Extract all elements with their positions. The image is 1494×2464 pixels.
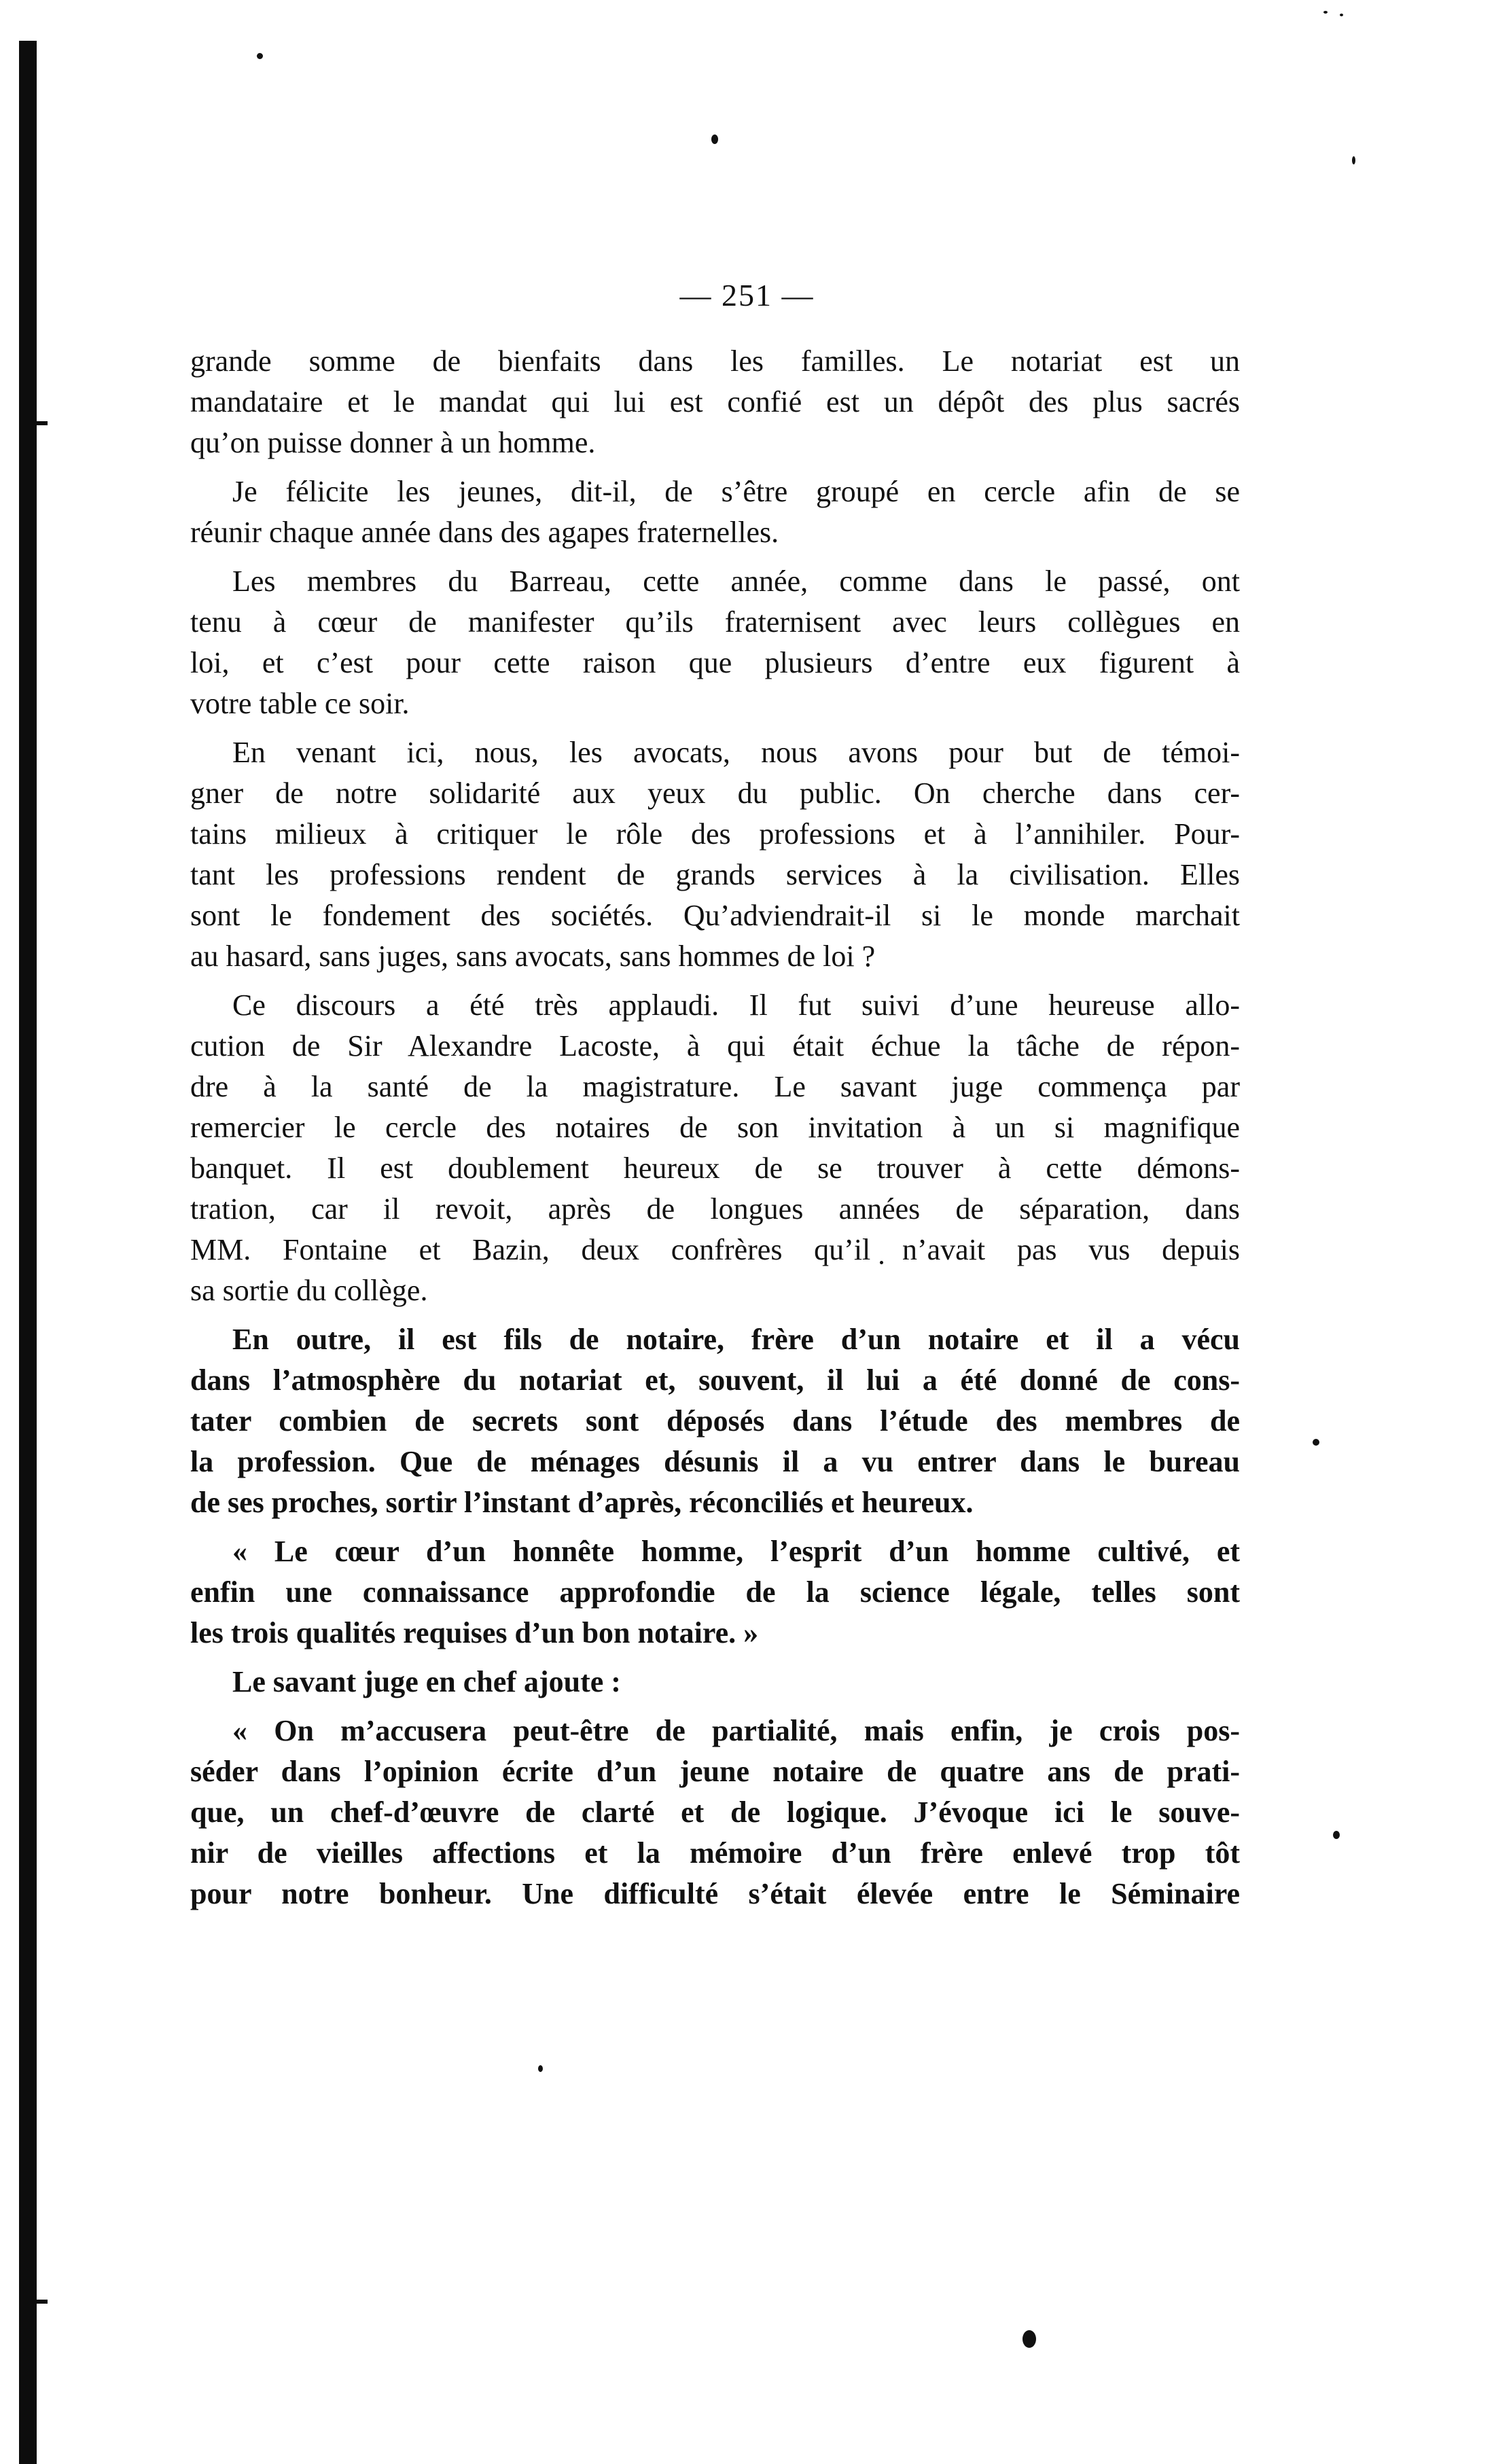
binding-mark: [33, 2300, 48, 2304]
text-line: cution de Sir Alexandre Lacoste, à qui était échue la tâche de répon-: [190, 1029, 1240, 1063]
text-line: la profession. Que de ménages désunis il a vu entrer dans le bureau: [190, 1445, 1240, 1478]
text-line: « Le cœur d’un honnête homme, l’esprit d’un homme cultivé, et: [232, 1535, 1240, 1568]
text-line: En outre, il est fils de notaire, frère d’un notaire et il a vécu: [232, 1323, 1240, 1356]
text-line: réunir chaque année dans des agapes fraternelles.: [190, 516, 779, 549]
text-line: sont le fondement des sociétés. Qu’adviendrait-il si le monde marchait: [190, 899, 1240, 932]
text-line: gner de notre solidarité aux yeux du public. On cherche dans cer-: [190, 776, 1240, 810]
text-line: MM. Fontaine et Bazin, deux confrères qu’il n’avait pas vus depuis: [190, 1233, 1240, 1266]
scan-speck: [1340, 14, 1343, 16]
scan-speck: [1022, 2330, 1036, 2348]
text-line: tains milieux à critiquer le rôle des professions et à l’annihiler. Pour-: [190, 817, 1240, 851]
text-line: Ce discours a été très applaudi. Il fut suivi d’une heureuse allo-: [232, 988, 1240, 1022]
text-line: au hasard, sans juges, sans avocats, sans hommes de loi ?: [190, 940, 876, 973]
scan-speck: [711, 135, 718, 144]
text-line: Je félicite les jeunes, dit-il, de s’être groupé en cercle afin de se: [232, 475, 1240, 508]
text-line: tant les professions rendent de grands services à la civilisation. Elles: [190, 858, 1240, 891]
scan-speck: [1323, 11, 1328, 14]
binding-edge: [19, 41, 37, 2464]
text-line: tater combien de secrets sont déposés dans l’étude des membres de: [190, 1404, 1240, 1438]
text-line: Les membres du Barreau, cette année, comme dans le passé, ont: [232, 565, 1240, 598]
body-text: [190, 341, 1240, 1914]
text-line: mandataire et le mandat qui lui est confié est un dépôt des plus sacrés: [190, 385, 1240, 418]
text-line: tration, car il revoit, après de longues années de séparation, dans: [190, 1192, 1240, 1226]
text-line: En venant ici, nous, les avocats, nous avons pour but de témoi-: [232, 736, 1240, 769]
text-line: enfin une connaissance approfondie de la science légale, telles sont: [190, 1575, 1240, 1609]
text-line: pour notre bonheur. Une difficulté s’était élevée entre le Séminaire: [190, 1877, 1240, 1910]
text-line: séder dans l’opinion écrite d’un jeune notaire de quatre ans de prati-: [190, 1755, 1240, 1788]
scan-speck: [1333, 1831, 1340, 1839]
text-line: « On m’accusera peut-être de partialité, mais enfin, je crois pos-: [232, 1714, 1240, 1747]
text-line: Le savant juge en chef ajoute :: [232, 1665, 621, 1698]
text-line: loi, et c’est pour cette raison que plusieurs d’entre eux figurent à: [190, 646, 1240, 679]
text-line: dre à la santé de la magistrature. Le savant juge commença par: [190, 1070, 1240, 1103]
text-line: de ses proches, sortir l’instant d’après, réconciliés et heureux.: [190, 1486, 974, 1519]
text-line: tenu à cœur de manifester qu’ils fraternisent avec leurs collègues en: [190, 605, 1240, 639]
text-line: nir de vieilles affections et la mémoire d’un frère enlevé trop tôt: [190, 1836, 1240, 1870]
text-line: banquet. Il est doublement heureux de se trouver à cette démons-: [190, 1151, 1240, 1185]
page-number: — 251 —: [679, 278, 815, 313]
text-line: que, un chef-d’œuvre de clarté et de logique. J’évoque ici le souve-: [190, 1796, 1240, 1829]
text-line: sa sortie du collège.: [190, 1274, 428, 1307]
binding-mark: [33, 421, 48, 425]
text-line: qu’on puisse donner à un homme.: [190, 426, 596, 459]
scan-speck: [538, 2065, 543, 2072]
text-line: dans l’atmosphère du notariat et, souvent, il lui a été donné de cons-: [190, 1363, 1240, 1397]
text-line: remercier le cercle des notaires de son invitation à un si magnifique: [190, 1111, 1240, 1144]
text-line: les trois qualités requises d’un bon notaire. »: [190, 1616, 759, 1649]
scan-speck: [1313, 1439, 1319, 1446]
scan-speck: [257, 53, 263, 59]
text-line: votre table ce soir.: [190, 687, 410, 720]
scan-speck: [1352, 156, 1355, 164]
text-line: grande somme de bienfaits dans les familles. Le notariat est un: [190, 344, 1240, 378]
